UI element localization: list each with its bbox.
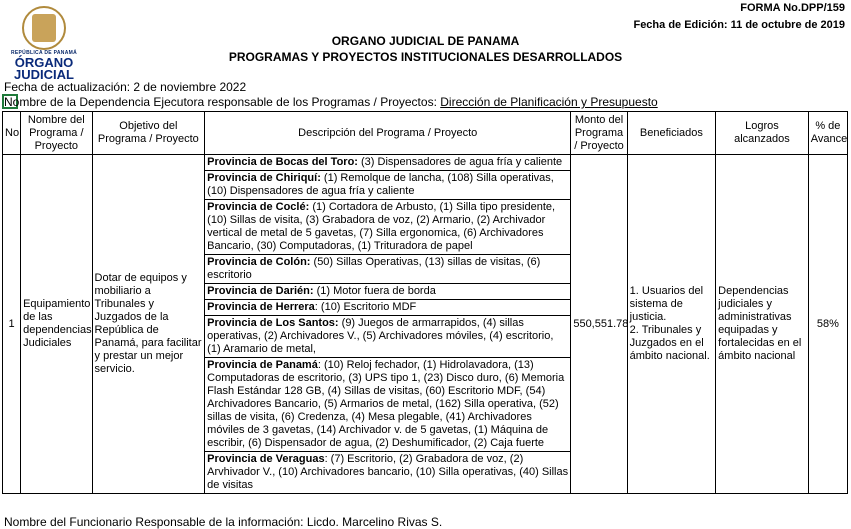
page-title: ORGANO JUDICIAL DE PANAMA [331,34,520,48]
dependency-label: Nombre de la Dependencia Ejecutora responsable de los Programas / Proyectos: [4,95,441,109]
province-bocas-del-toro: Provincia de Bocas del Toro: (3) Dispensadores de agua fría y caliente [205,155,570,171]
province-chiriqui: Provincia de Chiriquí: (1) Remolque de lancha, (108) Silla operativas, (10) Dispensadores de agua fría y caliente [205,171,570,200]
province-herrera: Provincia de Herrera: (10) Escritorio MDF [205,300,570,316]
cell-nombre: Equipamiento de las dependencias Judiciales [21,155,92,494]
province-darien: Provincia de Darién: (1) Motor fuera de borda [205,284,570,300]
cell-objetivo: Dotar de equipos y mobiliario a Tribunales y Juzgados de la República de Panamá, para facilitar y prestar un mejor servicio. [92,155,205,494]
update-date: Fecha de actualización: 2 de noviembre 2022 [4,80,247,94]
dependency-line [4,95,658,109]
cell-no: 1 [3,155,21,494]
col-header-avance: % de Avance [808,112,847,155]
province-panama: Provincia de Panamá: (10) Reloj fechador, (1) Hidrolavadora, (13) Computadoras de escritorio, (3) UPS tipo 1, (23) Disco duro, (6) Memoria Flash Estándar 128 GB, (4) Sillas de visitas, (60) Escritorio MDF, (54) Archivadores Bancario, (5) Armarios de metal, (162) Silla operativa, (52) sillas de visita, (6) Credenza, (4) Mesa plegable, (41) Archivadores móviles de 3 gavetas, (14) Archivador v. de 5 gavetas, (1) Máquina de escribir, (6) Dispensador de agua, (2) Deshumificador, (2) Caja fuerte [205,358,570,452]
form-number: FORMA No.DPP/159 [740,2,845,14]
cell-monto: 550,551.78 [571,155,627,494]
logo-line2: JUDICIAL [14,67,74,82]
table-row [3,155,848,494]
cell-logros: Dependencias judiciales y administrativas equipadas y fortalecidas en el ámbito nacional [716,155,809,494]
cell-avance: 58% [808,155,847,494]
col-header-beneficiados: Beneficiados [627,112,716,155]
programs-table [2,111,848,494]
cell-beneficiados: 1. Usuarios del sistema de justicia. 2. Tribunales y Juzgados en el ámbito nacional. [627,155,716,494]
province-veraguas: Provincia de Veraguas: (7) Escritorio, (2) Grabadora de voz, (2) Arvhivador V., (10) Archivadores bancario, (10) Silla operativas, (40) Sillas de visitas [207,453,569,491]
province-cocle: Provincia de Coclé: (1) Cortadora de Arbusto, (1) Silla tipo presidente, (10) Sillas de visita, (3) Grabadora de voz, (2) Armario, (2) Archivador vertical de metal de 5 gavetas, (7) Silla ergonomica, (6) Archivadores Bancario, (30) Computadoras, (1) Trituradora de papel [205,200,570,255]
logo-line1: ÓRGANO [14,55,74,70]
col-header-nombre: Nombre del Programa / Proyecto [21,112,92,155]
col-header-logros: Logros alcanzados [716,112,809,155]
province-colon: Provincia de Colón: (50) Sillas Operativas, (13) sillas de visitas, (6) escritorio [205,255,570,284]
dependency-value: Dirección de Planificación y Presupuesto [440,95,658,109]
table-header-row [3,112,848,155]
col-header-monto: Monto del Programa / Proyecto [571,112,627,155]
edition-date: Fecha de Edición: 11 de octubre de 2019 [633,19,845,31]
col-header-no: No [3,112,21,155]
col-header-objetivo: Objetivo del Programa / Proyecto [92,112,205,155]
province-los-santos: Provincia de Los Santos: (9) Juegos de armarrapidos, (4) sillas operativas, (2) Archivadores V., (5) Archivadores móviles, (4) escritorio, (1) Aramario de metal, [205,316,570,358]
responsible-officer: Nombre del Funcionario Responsable de la información: Licdo. Marcelino Rivas S. [4,515,443,529]
page-subtitle: PROGRAMAS Y PROYECTOS INSTITUCIONALES DESARROLLADOS [228,50,623,64]
logo-republic-text: REPÚBLICA DE PANAMÁ [11,50,77,56]
cell-descripcion [205,155,571,494]
col-header-descripcion: Descripción del Programa / Proyecto [205,112,571,155]
